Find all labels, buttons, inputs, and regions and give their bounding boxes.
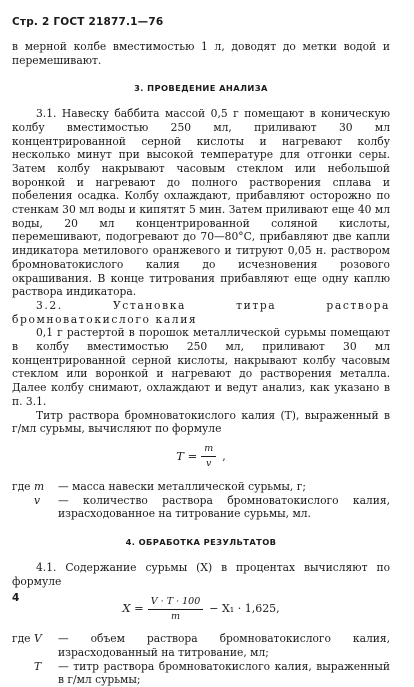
definition-row xyxy=(12,632,390,659)
formula-fraction xyxy=(201,443,216,470)
where-label: где xyxy=(12,632,31,646)
content-formula xyxy=(12,592,390,626)
definition-list-2 xyxy=(12,632,390,687)
definition-list-1 xyxy=(12,480,390,521)
paragraph-3-1: 3.1. Навеску баббита массой 0,5 г помещают в коническую колбу вместимостью 250 мл, приливают 30 мл концентрированной серной кислоты и нагревают колбу несколько минут при высокой температуре для отгонки серы. Затем колбу накрывают часовым стеклом или небольшой воронкой и нагревают до полного растворения сплава и побеления осадка. Колбу охлаждают, прибавляют осторожно по стенкам 30 мл воды и кипятят 5 мин. Затем приливают еще 40 мл воды, 20 мл концентрированной соляной кислоты, перемешивают, подогревают до 70—80°С, прибавляют две капли индикатора метилового оранжевого и титруют 0,05 н. раствором бромноватокислого калия до исчезновения розового окрашивания. В конце титрования прибавляют еще одну каплю раствора индикатора. xyxy=(12,107,390,299)
paragraph-3-2-heading: 3.2. Установка титра раствора бромноватокислого калия xyxy=(12,298,390,326)
document-body xyxy=(12,40,390,687)
page-number: 4 xyxy=(12,592,20,604)
formula-lhs: X = xyxy=(122,601,144,616)
intro-paragraph: в мерной колбе вместимостью 1 л, доводят до метки водой и перемешивают. xyxy=(12,40,390,67)
where-label: где xyxy=(12,479,31,493)
variable-description: — объем раствора бромноватокислого калия, израсходованный на титрование, мл; xyxy=(58,632,390,659)
formula-tail: − X₁ · 1,625, xyxy=(209,602,280,616)
formula-numerator: V · T · 100 xyxy=(148,596,203,610)
paragraph-3-2: 0,1 г растертой в порошок металлической сурьмы помещают в колбу вместимостью 250 мл, приливают 30 мл концентрированной серной кислоты, накрывают колбу часовым стеклом или воронкой и нагревают до растворения металла. Далее колбу снимают, охлаждают и ведут анализ, как указано в п. 3.1. xyxy=(12,326,390,408)
variable-description: — количество раствора бромноватокислого калия, израсходованное на титрование сурьмы, мл. xyxy=(58,493,390,521)
formula-fraction xyxy=(148,596,203,623)
definition-row xyxy=(12,480,390,494)
variable-symbol: V xyxy=(34,632,42,646)
variable-description: — титр раствора бромноватокислого калия, выраженный в г/мл сурьмы; xyxy=(58,659,390,687)
formula-denominator: v xyxy=(206,458,212,470)
variable-description: — масса навески металлической сурьмы, г; xyxy=(58,479,306,493)
definition-row xyxy=(12,494,390,521)
formula-numerator: m xyxy=(201,443,216,457)
page-header: Стр. 2 ГОСТ 21877.1—76 xyxy=(12,16,164,28)
section-4-heading: 4. ОБРАБОТКА РЕЗУЛЬТАТОВ xyxy=(125,537,277,548)
variable-symbol: m xyxy=(34,479,45,493)
variable-symbol: T xyxy=(34,659,42,673)
formula-denominator: m xyxy=(171,610,181,622)
section-3-heading: 3. ПРОВЕДЕНИЕ АНАЛИЗА xyxy=(134,83,268,94)
titre-formula xyxy=(12,440,390,474)
variable-symbol: v xyxy=(34,493,41,507)
definition-row xyxy=(12,660,390,687)
formula-lhs: T = xyxy=(176,449,198,464)
paragraph-titre: Титр раствора бромноватокислого калия (T), выраженный в г/мл сурьмы, вычисляют по формуле xyxy=(12,408,390,436)
formula-tail: , xyxy=(222,450,226,464)
paragraph-4-1: 4.1. Содержание сурьмы (X) в процентах вычисляют по формуле xyxy=(12,560,390,588)
